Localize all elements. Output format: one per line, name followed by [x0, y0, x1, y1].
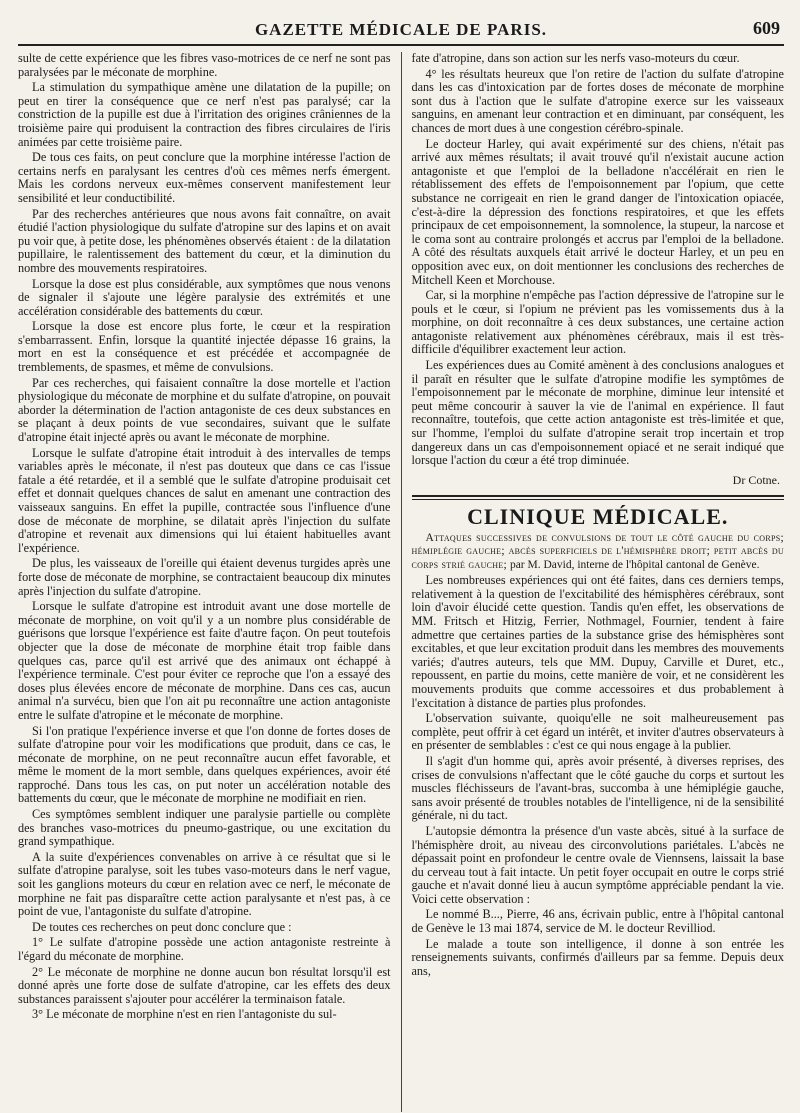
- paragraph: fate d'atropine, dans son action sur les nerfs vaso-moteurs du cœur.: [411, 52, 740, 65]
- paragraph: De toutes ces recherches on peut donc conclure que :: [32, 919, 292, 934]
- paragraph: Le malade a toute son intelligence, il donne à son entrée les renseignements suivants, confirmés d'ailleurs par sa femme. Depuis deux ans,: [411, 936, 784, 978]
- paragraph: 3° Le méconate de morphine n'est en rien l'antagoniste du sul-: [32, 1007, 337, 1022]
- paragraph: 1° Le sulfate d'atropine possède une action antagoniste restreinte à l'égard du méconate de morphine.: [18, 935, 391, 963]
- paragraph: Lorsque la dose est plus considérable, aux symptômes que nous venons de signaler il s'ajoute une légère paralysie des extrémités et une accélération considérable des battements du cœur.: [18, 276, 391, 318]
- paragraph: Le nommé B..., Pierre, 46 ans, écrivain public, entre à l'hôpital cantonal de Genève le 13 mai 1874, service de M. le docteur Revilliod.: [411, 907, 784, 936]
- paragraph: Si l'on pratique l'expérience inverse et que l'on donne de fortes doses de sulfate d'atropine pour voir les modifications que produit, dans ce cas, le méconate de morphine, on ne peut reconnaître aucun effet favorable, et même le moment de la mort semble, dans quelques expériences, avoir été rapproché. Dans tous les cas, on put noter un accélération notable des battements du cœur, que le méconate de morphine ne modifiait en rien.: [18, 723, 391, 806]
- paragraph: De plus, les vaisseaux de l'oreille qui étaient devenus turgides après une forte dose de méconate de morphine, se contractaient beaucoup dix minutes après l'injection du sulfate d'atropine.: [18, 556, 391, 598]
- section-divider: [412, 495, 785, 500]
- paragraph: Lorsque le sulfate d'atropine était introduit à des intervalles de temps variables après le méconate, il n'est pas douteux que dans ce cas l'issue fatale a été retardée, et il a semblé que le sulfate d'atropine produisait cet effet et donnait quelques chances de salut en amenant une contraction des vaisseaux sanguins. En effet la pupille, contractée sous l'influence d'une dose de méconate de morphine, se dilatait après l'injection du sulfate d'atropine et revenait aux dimensions qui lui étaient habituelles avant l'expérience.: [18, 445, 391, 555]
- paragraph: De tous ces faits, on peut conclure que la morphine intéresse l'action de certains nerfs en paralysant les centres d'où ces mêmes nerfs émergent. Mais les cordons nerveux eux-mêmes conservent manifestement leur sensibilité et leur conductibilité.: [18, 150, 391, 205]
- page-header: [18, 14, 784, 46]
- paragraph: Lorsque la dose est encore plus forte, le cœur et la respiration s'embarrassent. Enfin, lorsque la quantité injectée dépasse 16 grains, la mort en est la conséquence et est précédée et accompagnée de tremblements, de spasmes, et même de convulsions.: [18, 319, 391, 375]
- article-subtitle: [412, 532, 785, 572]
- author-signature: Dr Cotne.: [732, 472, 780, 487]
- paragraph: Il s'agit d'un homme qui, après avoir présenté, à diverses reprises, des crises de convulsions n'affectant que le côté gauche du corps et surtout les muscles fléchisseurs de l'avant-bras, succomba à une hémiplégie gauche, sans avoir présenté de troubles notables de l'intelligence, ni de la sensibilité générale, ni du tact.: [411, 753, 784, 823]
- paragraph: L'observation suivante, quoiqu'elle ne soit malheureusement pas complète, peut offrir à cet égard un intérêt, et inviter d'autres observateurs à en présenter de semblables : c'est ce qui nous engage à la publier.: [411, 711, 784, 753]
- paragraph: 2° Le méconate de morphine ne donne aucun bon résultat lorsqu'il est donné après une forte dose de sulfate d'atropine, car les effets des deux substances paraissent s'ajouter pour accélérer la terminaison fatale.: [18, 964, 391, 1006]
- page-number: 609: [753, 18, 780, 38]
- paragraph: La stimulation du sympathique amène une dilatation de la pupille; on peut en tirer la conséquence que ce nerf n'est pas paralysé; car la constriction de la pupille est due à l'irritation des origines crâniennes de la troisième paire qui produisent la contraction des fibres circulaires de l'iris animées par cette troisième paire.: [18, 80, 391, 149]
- paragraph: Par des recherches antérieures que nous avons fait connaître, on avait étudié l'action physiologique du sulfate d'atropine sur des lapins et on avait pu voir que, à petite dose, les phénomènes observés étaient : de la dilatation pupillaire, le ralentissement des battement du cœur, et la diminution du nombre des mouvements respiratoires.: [18, 206, 391, 275]
- paragraph: Par ces recherches, qui faisaient connaître la dose mortelle et l'action physiologique du méconate de morphine et du sulfate d'atropine, on pouvait aborder la détermination de l'action antagoniste de ces deux substances en se plaçant à deux points de vue secondaires, suivant que le sulfate d'atropine était injecté après ou avant le méconate de morphine.: [18, 375, 391, 445]
- paragraph: Car, si la morphine n'empêche pas l'action dépressive de l'atropine sur le pouls et le cœur, si l'opium ne prévient pas les vomissements dus à la morphine, on doit reconnaître à ces deux substances, une certaine action antagoniste relativement aux phénomènes cérébraux, mais il est très-difficile d'équilibrer exactement leur action.: [411, 288, 784, 357]
- paragraph: Ces symptômes semblent indiquer une paralysie partielle ou complète des branches vaso-motrices du pneumo-gastrique, ou une excitation du grand sympathique.: [18, 807, 391, 849]
- journal-title: GAZETTE MÉDICALE DE PARIS.: [254, 20, 548, 39]
- paragraph: Le docteur Harley, qui avait expérimenté sur des chiens, n'était pas arrivé aux mêmes résultats; il avait trouvé qu'il n'existait aucune action antagoniste et que l'emploi de la belladone n'accélérait en rien le rétablissement des effets de l'empoisonnement par l'opium, que cette substance ne corrigeait en rien le grand danger de l'intoxication opiacée, c'est-à-dire la dépression des fonctions respiratoires, et que les effets principaux de cet empoisonnement, la somnolence, la stupeur, la narcose et le coma sont au contraire prolongés et accrus par l'emploi de la belladone. A côté des résultats auxquels était arrivé le docteur Harley, et un peu en opposition avec eux, on doit mentionner les conclusions des recherches de Mitchell Keen et Morchouse.: [411, 136, 784, 287]
- left-column: [18, 52, 402, 1112]
- paragraph: Les nombreuses expériences qui ont été faites, dans ces derniers temps, relativement à la question de l'excitabilité des hémisphères cérébraux, sont loin d'avoir élucidé cette question. Tandis qu'en effet, les observations de MM. Fritsch et Hitzig, Ferrier, Nothmagel, Fournier, tendent à faire admettre que certaines parties de la substance grise des hémisphères sont excitables, et que leur excitation produit dans les membres des mouvements variés; d'autres auteurs, tels que MM. Dupuy, Carville et Duret, etc., repoussent, en partie du moins, cette manière de voir, et ne considèrent les mouvements produits que comme accessoires et dus probablement à l'excitation à distance de parties plus profondes.: [411, 573, 784, 710]
- paragraph: Les expériences dues au Comité amènent à des conclusions analogues et il paraît en résulter que le sulfate d'atropine modifie les symptômes de l'empoisonnement par le méconate de morphine, diminue leur intensité et peut même concourir à sauver la vie de l'animal en expérience. Il faut reconnaître, toutefois, que cette action antagoniste est très-limitée et que, sur l'homme, l'emploi du sulfate d'atropine serait trop incertain et trop dangereux dans un cas d'empoisonnement opiacé et ne serait indiqué que lorsque l'action du cœur a été trop diminuée.: [411, 358, 784, 468]
- right-column: [402, 52, 785, 1112]
- paragraph: 4° les résultats heureux que l'on retire de l'action du sulfate d'atropine dans les cas d'intoxication par de fortes doses de méconate de morphine sont dus à l'action que le sulfate d'atropine exerce sur les vaisseaux sanguins, en amenant leur contraction et en diminuant, par conséquent, les chances de mort dues à une congestion cérébro-spinale.: [411, 66, 784, 135]
- paragraph: Lorsque le sulfate d'atropine est introduit avant une dose mortelle de méconate de morphine, on voit qu'il y a un nombre plus considérable de guérisons que lorsque l'expérience est faite d'autre façon. On peut toutefois objecter que la dose de méconate de morphine était trop faible dans quelques cas, parce qu'il est arrivé que des animaux ont échappé à l'expérience terminale. C'est pour éviter ce reproche que l'on a essayé des doses plus élevées encore de méconate de morphine. Dans ces cas, aucun animal n'a survécu, bien que l'on ait pu reconnaître une action antagoniste entre le sulfate d'atropine et le méconate de morphine.: [18, 599, 391, 722]
- section-title: CLINIQUE MÉDICALE.: [467, 504, 729, 530]
- paragraph: sulte de cette expérience que les fibres vaso-motrices de ce nerf ne sont pas paralysées par le méconate de morphine.: [18, 52, 391, 79]
- paragraph: L'autopsie démontra la présence d'un vaste abcès, situé à la surface de l'hémisphère droit, au niveau des circonvolutions pariétales. L'abcès ne dépassait point en profondeur le centre ovale de Viennsens, laissait la base du cerveau tout à fait intacte. Un petit foyer occupait en outre le corps strié gauche et n'avait donné lieu à aucun symptôme appréciable pendant la vie. Voici cette observation :: [411, 823, 784, 906]
- paragraph: A la suite d'expériences convenables on arrive à ce résultat que si le sulfate d'atropine paralyse, soit les tubes vaso-moteurs dans le nerf vague, soit les ganglions moteurs du cœur en relation avec ce nerf, le méconate de morphine ne fait pas disparaître cette action paralysante et n'est pas, à ce point de vue, l'antagoniste du sulfate d'atropine.: [18, 849, 391, 919]
- columns: [18, 52, 784, 1112]
- subtitle-author: par M. David, interne de l'hôpital cantonal de Genève.: [507, 558, 760, 571]
- subtitle-caps: Attaques successives de convulsions de tout le côté gauche du corps; hémiplégie gauche; abcès superficiels de l'hémisphère droit; petit abcès du corps strié gauche;: [411, 532, 784, 571]
